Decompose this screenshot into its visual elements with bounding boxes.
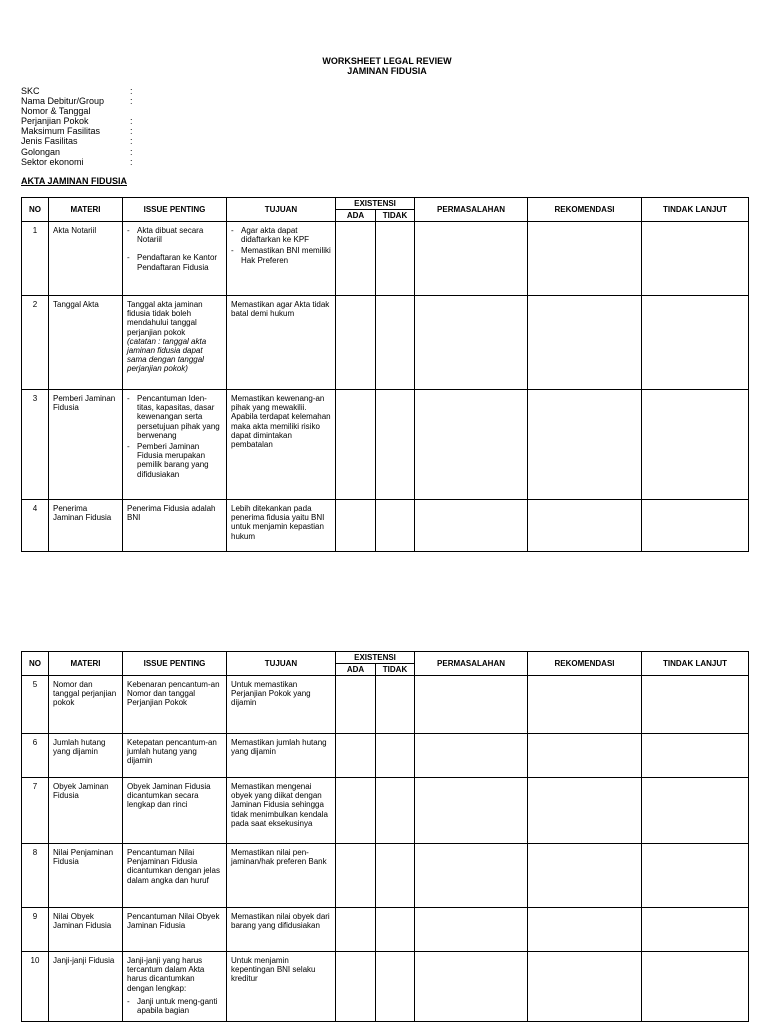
- col-materi: MATERI: [49, 198, 123, 222]
- document-subtitle: JAMINAN FIDUSIA: [347, 66, 427, 76]
- col-tidak: TIDAK: [376, 210, 415, 222]
- cell-no: 2: [22, 296, 49, 390]
- info-colon: :: [130, 146, 133, 157]
- col-tujuan: TUJUAN: [227, 652, 336, 676]
- cell-tidak: [376, 844, 415, 908]
- bullet-item: [127, 997, 223, 1015]
- cell-rekomendasi: [528, 222, 642, 296]
- info-label: Jenis Fasilitas: [21, 136, 78, 147]
- bullet-list: [127, 394, 223, 479]
- cell-tujuan: [227, 390, 336, 500]
- cell-tujuan: [227, 222, 336, 296]
- bullet-item: [231, 226, 332, 244]
- cell-tujuan: [227, 500, 336, 552]
- info-row: [21, 86, 133, 96]
- tujuan-text: Memastikan agar Akta tidak batal demi hukum: [231, 300, 330, 319]
- cell-issue-penting: [123, 844, 227, 908]
- bullet-item: [127, 442, 223, 479]
- cell-no: 7: [22, 778, 49, 844]
- cell-permasalahan: [415, 778, 528, 844]
- cell-ada: [336, 908, 376, 952]
- cell-tujuan: [227, 908, 336, 952]
- cell-tindak-lanjut: [642, 844, 749, 908]
- cell-no: 8: [22, 844, 49, 908]
- cell-tindak-lanjut: [642, 222, 749, 296]
- table-row: [22, 500, 749, 552]
- issue-note: (catatan : tanggal akta jaminan fidusia dapat sama dengan tanggal perjanjian pokok): [127, 336, 207, 374]
- cell-ada: [336, 296, 376, 390]
- cell-issue-penting: [123, 296, 227, 390]
- issue-text: Penerima Fidusia adalah BNI: [127, 504, 216, 523]
- bullet-text: Agar akta dapat didaftarkan ke KPF: [241, 226, 310, 245]
- info-row: [21, 96, 133, 107]
- info-label: Nomor & Tanggal: [21, 106, 91, 117]
- cell-ada: [336, 222, 376, 296]
- bullet-text: Pemberi Jaminan Fidusia merupakan pemilik barang yang difidusiakan: [137, 442, 209, 479]
- tujuan-text: Untuk memastikan Perjanjian Pokok yang dijamin: [231, 680, 311, 708]
- cell-materi: Akta Notariil: [49, 222, 123, 296]
- dash-marker: -: [127, 253, 130, 263]
- cell-rekomendasi: [528, 908, 642, 952]
- dash-marker: -: [127, 996, 130, 1006]
- cell-rekomendasi: [528, 500, 642, 552]
- table-row: [22, 908, 749, 952]
- cell-ada: [336, 676, 376, 734]
- cell-tindak-lanjut: [642, 500, 749, 552]
- issue-text: Janji-janji yang harus tercantum dalam Akta harus dicantumkan dengan lengkap:: [127, 956, 205, 993]
- table-row: [22, 676, 749, 734]
- info-colon: :: [130, 116, 133, 127]
- cell-permasalahan: [415, 952, 528, 1022]
- col-existensi: EXISTENSI: [336, 652, 415, 664]
- dash-marker: -: [127, 394, 130, 403]
- info-label: Perjanjian Pokok: [21, 116, 89, 127]
- bullet-list: [127, 226, 223, 272]
- cell-ada: [336, 734, 376, 778]
- issue-text: Kebenaran pencantum-an Nomor dan tanggal Perjanjian Pokok: [127, 680, 220, 708]
- col-tindak-lanjut: TINDAK LANJUT: [642, 198, 749, 222]
- cell-issue-penting: [123, 500, 227, 552]
- cell-no: 1: [22, 222, 49, 296]
- cell-no: 3: [22, 390, 49, 500]
- debtor-info-block: [21, 86, 133, 167]
- info-row: [21, 136, 133, 147]
- cell-permasalahan: [415, 390, 528, 500]
- info-label: Nama Debitur/Group: [21, 96, 105, 107]
- cell-issue-penting: [123, 676, 227, 734]
- bullet-list: [127, 997, 223, 1015]
- cell-tidak: [376, 908, 415, 952]
- issue-text: Obyek Jaminan Fidusia dicantumkan secara lengkap dan rinci: [127, 782, 211, 810]
- tujuan-text: Memastikan jumlah hutang yang dijamin: [231, 738, 327, 757]
- cell-issue-penting: [123, 390, 227, 500]
- dash-marker: -: [231, 226, 234, 235]
- info-row: [21, 146, 133, 157]
- issue-text: Pencantuman Nilai Penjaminan Fidusia dicantumkan dengan jelas dalam angka dan huruf: [127, 848, 220, 885]
- info-label: Sektor ekonomi: [21, 156, 84, 167]
- info-row: [21, 156, 133, 167]
- cell-no: 4: [22, 500, 49, 552]
- table-row: [22, 844, 749, 908]
- cell-tujuan: [227, 676, 336, 734]
- cell-permasalahan: [415, 734, 528, 778]
- info-colon: :: [130, 96, 133, 107]
- document-title: WORKSHEET LEGAL REVIEW: [322, 56, 452, 66]
- section-title: AKTA JAMINAN FIDUSIA: [21, 176, 127, 186]
- info-colon: :: [130, 136, 133, 147]
- cell-materi: Janji-janji Fidusia: [49, 952, 123, 1022]
- bullet-text: Janji untuk meng-ganti apabila bagian: [137, 996, 218, 1016]
- info-colon: :: [130, 156, 133, 167]
- bullet-item: [127, 394, 223, 440]
- cell-rekomendasi: [528, 778, 642, 844]
- issue-text: Tanggal akta jaminan fidusia tidak boleh mendahului tanggal perjanjian pokok: [127, 300, 203, 337]
- cell-tidak: [376, 734, 415, 778]
- col-tindak-lanjut: TINDAK LANJUT: [642, 652, 749, 676]
- cell-rekomendasi: [528, 952, 642, 1022]
- bullet-item: [127, 253, 223, 271]
- cell-tujuan: [227, 296, 336, 390]
- cell-permasalahan: [415, 908, 528, 952]
- cell-materi: Nilai Obyek Jaminan Fidusia: [49, 908, 123, 952]
- cell-tidak: [376, 296, 415, 390]
- col-tujuan: TUJUAN: [227, 198, 336, 222]
- tujuan-text: Untuk menjamin kepentingan BNI selaku kreditur: [231, 956, 316, 984]
- cell-ada: [336, 952, 376, 1022]
- col-no: NO: [22, 652, 49, 676]
- tujuan-text: Memastikan nilai obyek dari barang yang difidusiakan: [231, 912, 330, 931]
- col-issue-penting: ISSUE PENTING: [123, 652, 227, 676]
- cell-rekomendasi: [528, 844, 642, 908]
- table-row: [22, 734, 749, 778]
- col-existensi: EXISTENSI: [336, 198, 415, 210]
- cell-ada: [336, 778, 376, 844]
- col-permasalahan: PERMASALAHAN: [415, 198, 528, 222]
- cell-materi: Pemberi Jaminan Fidusia: [49, 390, 123, 500]
- cell-materi: Nomor dan tanggal perjanjian pokok: [49, 676, 123, 734]
- info-label: SKC: [21, 86, 40, 96]
- cell-tujuan: [227, 844, 336, 908]
- info-row: [21, 106, 104, 116]
- cell-rekomendasi: [528, 296, 642, 390]
- dash-marker: -: [231, 246, 234, 256]
- info-colon: :: [130, 126, 133, 137]
- cell-materi: Tanggal Akta: [49, 296, 123, 390]
- cell-tujuan: [227, 952, 336, 1022]
- cell-no: 10: [22, 952, 49, 1022]
- col-ada: ADA: [336, 210, 376, 222]
- cell-tindak-lanjut: [642, 734, 749, 778]
- info-label: Golongan: [21, 146, 61, 157]
- cell-issue-penting: [123, 952, 227, 1022]
- cell-materi: Nilai Penjaminan Fidusia: [49, 844, 123, 908]
- cell-issue-penting: [123, 778, 227, 844]
- cell-permasalahan: [415, 296, 528, 390]
- bullet-text: Pendaftaran ke Kantor Pendaftaran Fidusia: [137, 253, 218, 272]
- cell-rekomendasi: [528, 676, 642, 734]
- col-issue-penting: ISSUE PENTING: [123, 198, 227, 222]
- cell-tidak: [376, 676, 415, 734]
- cell-permasalahan: [415, 676, 528, 734]
- cell-rekomendasi: [528, 390, 642, 500]
- col-permasalahan: PERMASALAHAN: [415, 652, 528, 676]
- cell-tindak-lanjut: [642, 296, 749, 390]
- cell-no: 6: [22, 734, 49, 778]
- table-row: [22, 952, 749, 1022]
- cell-tindak-lanjut: [642, 778, 749, 844]
- col-tidak: TIDAK: [376, 664, 415, 676]
- cell-ada: [336, 844, 376, 908]
- cell-ada: [336, 390, 376, 500]
- cell-tindak-lanjut: [642, 390, 749, 500]
- cell-tidak: [376, 500, 415, 552]
- cell-tujuan: [227, 778, 336, 844]
- table-row: [22, 390, 749, 500]
- cell-tindak-lanjut: [642, 908, 749, 952]
- worksheet-table-2: [21, 651, 749, 1022]
- table-row: [22, 222, 749, 296]
- bullet-list: [231, 226, 332, 265]
- cell-issue-penting: [123, 734, 227, 778]
- col-materi: MATERI: [49, 652, 123, 676]
- cell-tindak-lanjut: [642, 676, 749, 734]
- cell-tidak: [376, 390, 415, 500]
- info-label: Maksimum Fasilitas: [21, 126, 101, 137]
- cell-rekomendasi: [528, 734, 642, 778]
- bullet-text: Pencantuman Iden-titas, kapasitas, dasar kewenangan serta persetujuan pihak yang berwenang: [137, 394, 220, 440]
- table-row: [22, 778, 749, 844]
- bullet-text: Akta dibuat secara Notariil: [137, 226, 204, 245]
- cell-issue-penting: [123, 222, 227, 296]
- cell-no: 9: [22, 908, 49, 952]
- cell-permasalahan: [415, 844, 528, 908]
- tujuan-text: Memastikan nilai pen-jaminan/hak preferen Bank: [231, 848, 327, 867]
- cell-permasalahan: [415, 222, 528, 296]
- issue-text: Pencantuman Nilai Obyek Jaminan Fidusia: [127, 912, 220, 931]
- cell-no: 5: [22, 676, 49, 734]
- info-row: [21, 126, 133, 137]
- cell-materi: Obyek Jaminan Fidusia: [49, 778, 123, 844]
- info-colon: :: [130, 86, 133, 96]
- bullet-item: [231, 246, 332, 264]
- col-rekomendasi: REKOMENDASI: [528, 652, 642, 676]
- dash-marker: -: [127, 442, 130, 452]
- info-row: [21, 116, 133, 127]
- tujuan-text: Lebih ditekankan pada penerima fidusia yaitu BNI untuk menjamin kepastian hukum: [231, 504, 325, 541]
- cell-materi: Penerima Jaminan Fidusia: [49, 500, 123, 552]
- cell-issue-penting: [123, 908, 227, 952]
- bullet-item: [127, 226, 223, 244]
- cell-tidak: [376, 222, 415, 296]
- tujuan-text: Memastikan kewenang-an pihak yang mewakilii. Apabila terdapat kelemahan maka akta memiliki risiko dapat dimintakan pembatalan: [231, 394, 331, 450]
- cell-permasalahan: [415, 500, 528, 552]
- col-ada: ADA: [336, 664, 376, 676]
- cell-tidak: [376, 778, 415, 844]
- cell-materi: Jumlah hutang yang dijamin: [49, 734, 123, 778]
- cell-tindak-lanjut: [642, 952, 749, 1022]
- bullet-text: Memastikan BNI memiliki Hak Preferen: [241, 246, 331, 265]
- cell-tidak: [376, 952, 415, 1022]
- issue-text: Ketepatan pencantum-an jumlah hutang yang dijamin: [127, 738, 217, 766]
- col-rekomendasi: REKOMENDASI: [528, 198, 642, 222]
- cell-tujuan: [227, 734, 336, 778]
- tujuan-text: Memastikan mengenai obyek yang diikat dengan Jaminan Fidusia sehingga tidak menimbulkan kendala pada saat eksekusinya: [231, 782, 328, 828]
- dash-marker: -: [127, 226, 130, 235]
- table-row: [22, 296, 749, 390]
- col-no: NO: [22, 198, 49, 222]
- cell-ada: [336, 500, 376, 552]
- worksheet-table-1: [21, 197, 749, 552]
